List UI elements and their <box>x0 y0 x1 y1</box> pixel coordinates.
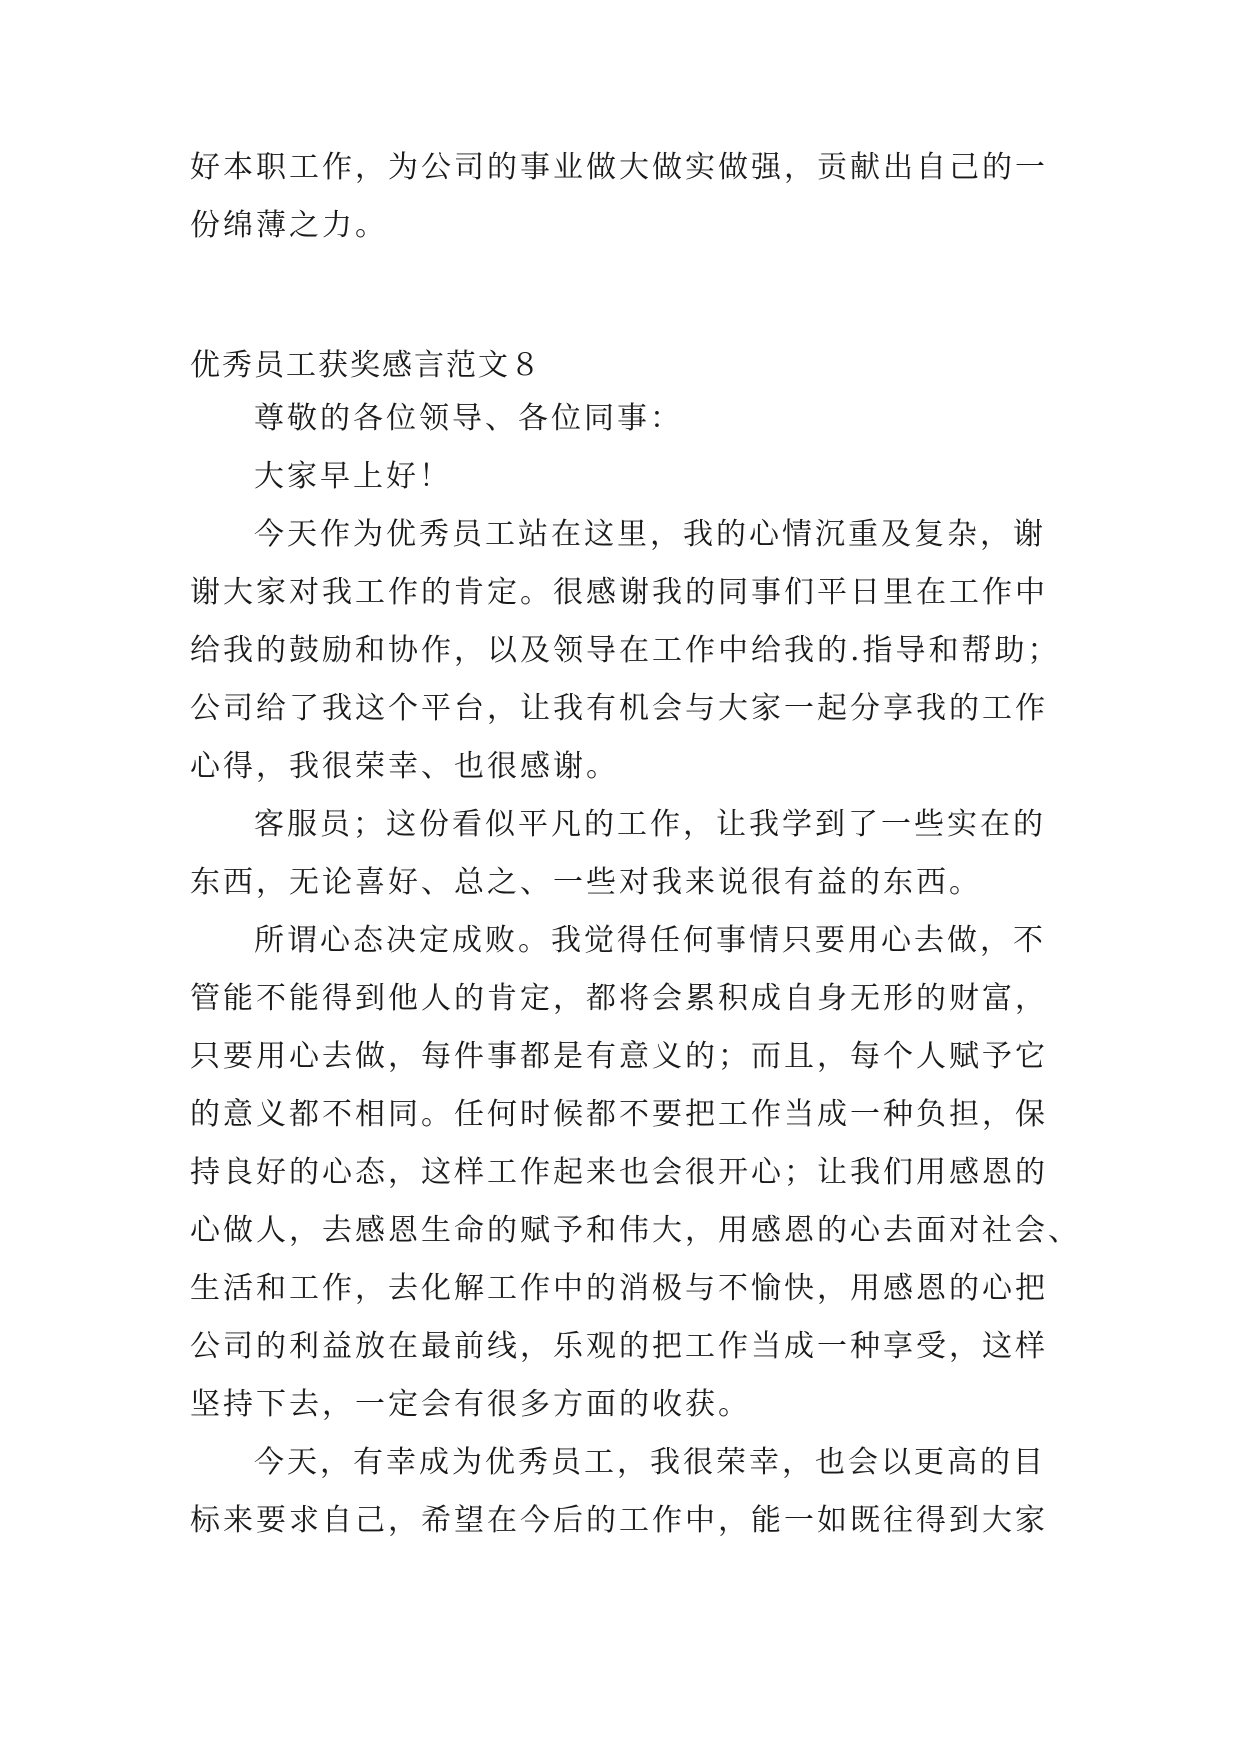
paragraph-line: 今天，有幸成为优秀员工，我很荣幸，也会以更高的目 <box>254 1445 1046 1480</box>
section-heading: 优秀员工获奖感言范文８ <box>190 348 542 383</box>
paragraph-line: 的意义都不相同。任何时候都不要把工作当成一种负担，保 <box>190 1097 1048 1132</box>
paragraph-line: 所谓心态决定成败。我觉得任何事情只要用心去做，不 <box>254 923 1046 958</box>
paragraph-line: 客服员；这份看似平凡的工作，让我学到了一些实在的 <box>254 807 1046 842</box>
paragraph-line: 谢大家对我工作的肯定。很感谢我的同事们平日里在工作中 <box>190 575 1048 610</box>
paragraph-line: 生活和工作，去化解工作中的消极与不愉快，用感恩的心把 <box>190 1271 1048 1306</box>
paragraph-line: 坚持下去，一定会有很多方面的收获。 <box>190 1387 751 1422</box>
paragraph-line: 尊敬的各位领导、各位同事： <box>254 401 683 436</box>
top-paragraph <box>190 139 1060 255</box>
paragraph-line: 公司的利益放在最前线，乐观的把工作当成一种享受，这样 <box>190 1329 1048 1364</box>
paragraph-line: 大家早上好！ <box>254 459 452 494</box>
paragraph-line: 标来要求自己，希望在今后的工作中，能一如既往得到大家 <box>190 1503 1048 1538</box>
paragraph-line: 好本职工作，为公司的事业做大做实做强，贡献出自己的一 <box>190 150 1048 185</box>
paragraph-line: 心得，我很荣幸、也很感谢。 <box>190 749 619 784</box>
paragraph-line: 只要用心去做，每件事都是有意义的；而且，每个人赋予它 <box>190 1039 1048 1074</box>
paragraph-line: 管能不能得到他人的肯定，都将会累积成自身无形的财富， <box>190 981 1048 1016</box>
paragraph-line: 持良好的心态，这样工作起来也会很开心；让我们用感恩的 <box>190 1155 1048 1190</box>
paragraph-line: 给我的鼓励和协作，以及领导在工作中给我的.指导和帮助； <box>190 633 1061 668</box>
paragraph-line: 心做人，去感恩生命的赋予和伟大，用感恩的心去面对社会、 <box>190 1213 1081 1248</box>
speech-body <box>190 390 1081 1550</box>
paragraph-line: 今天作为优秀员工站在这里，我的心情沉重及复杂，谢 <box>254 517 1046 552</box>
paragraph-line: 公司给了我这个平台，让我有机会与大家一起分享我的工作 <box>190 691 1048 726</box>
paragraph-line: 份绵薄之力。 <box>190 208 388 243</box>
paragraph-line: 东西，无论喜好、总之、一些对我来说很有益的东西。 <box>190 865 982 900</box>
